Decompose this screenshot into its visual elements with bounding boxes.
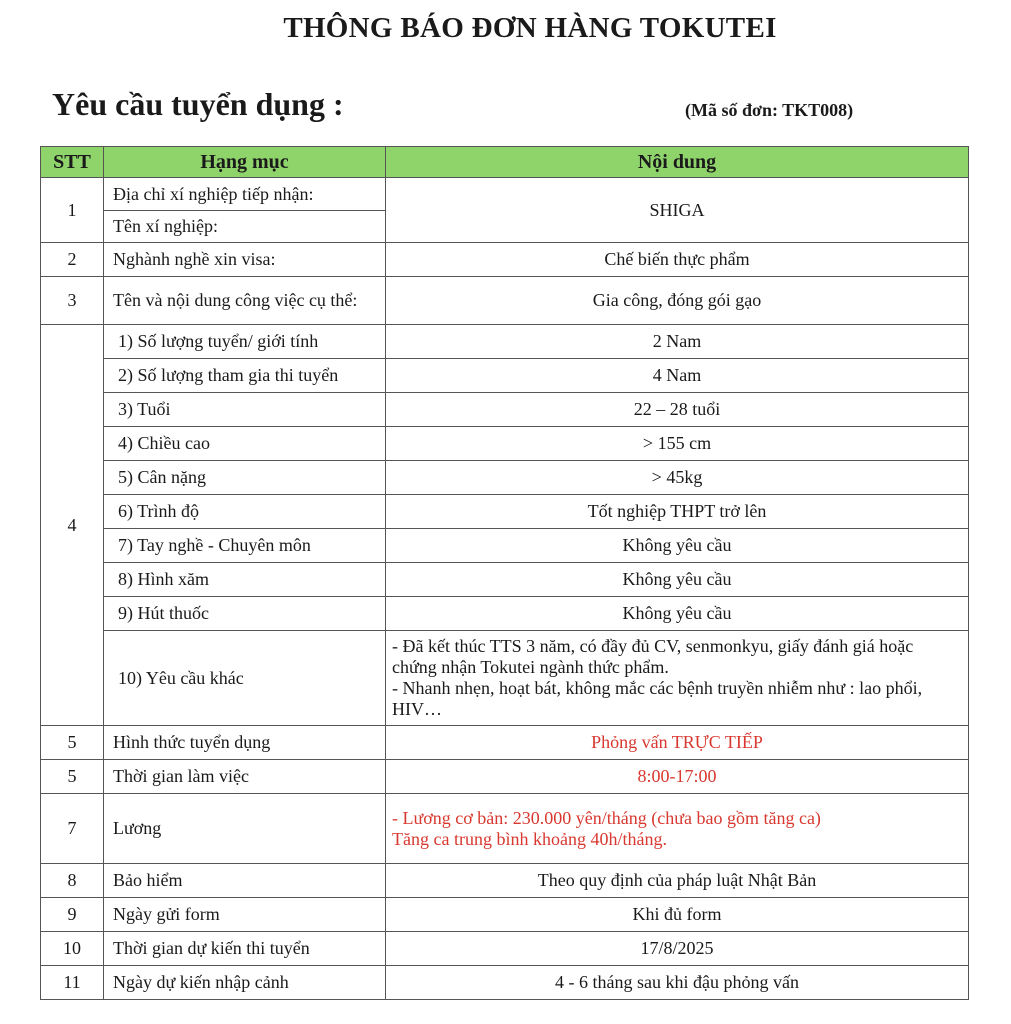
table-row — [41, 726, 969, 760]
row-item: Ngày gửi form — [104, 898, 386, 932]
table-row — [41, 277, 969, 325]
row-item: 6) Trình độ — [104, 495, 386, 529]
row-number: 9 — [41, 898, 104, 932]
section-heading: Yêu cầu tuyển dụng : — [52, 86, 344, 122]
content-line: - Nhanh nhẹn, hoạt bát, không mắc các bệnh truyền nhiễm như : lao phổi, HIV… — [392, 678, 923, 719]
table-row — [41, 461, 969, 495]
table-row — [41, 427, 969, 461]
row-item: 8) Hình xăm — [104, 563, 386, 597]
row-item: Tên xí nghiệp: — [104, 211, 386, 243]
row-item: Hình thức tuyển dụng — [104, 726, 386, 760]
row-item: 5) Cân nặng — [104, 461, 386, 495]
row-content: > 45kg — [386, 461, 969, 495]
row-content: Không yêu cầu — [386, 529, 969, 563]
row-content: 4 Nam — [386, 359, 969, 393]
row-number: 5 — [41, 760, 104, 794]
document-title: THÔNG BÁO ĐƠN HÀNG TOKUTEI — [283, 12, 777, 44]
order-code: (Mã số đơn: TKT008) — [685, 100, 854, 120]
table-row — [41, 563, 969, 597]
table-row — [41, 932, 969, 966]
row-content: Chế biến thực phẩm — [386, 243, 969, 277]
table-row — [41, 325, 969, 359]
row-item: Ngày dự kiến nhập cảnh — [104, 966, 386, 1000]
row-content: 17/8/2025 — [386, 932, 969, 966]
row-item: Lương — [104, 794, 386, 864]
table-row — [41, 178, 969, 211]
row-content: 8:00-17:00 — [386, 760, 969, 794]
row-item: Địa chỉ xí nghiệp tiếp nhận: — [104, 178, 386, 211]
row-content — [386, 794, 969, 864]
row-item: Thời gian làm việc — [104, 760, 386, 794]
header-content: Nội dung — [386, 147, 969, 178]
row-number: 1 — [41, 178, 104, 243]
row-item: 1) Số lượng tuyển/ giới tính — [104, 325, 386, 359]
row-item: Nghành nghề xin visa: — [104, 243, 386, 277]
table-header-row — [41, 147, 969, 178]
header-stt: STT — [41, 147, 104, 178]
table-row — [41, 794, 969, 864]
row-content: Tốt nghiệp THPT trở lên — [386, 495, 969, 529]
row-item: Thời gian dự kiến thi tuyển — [104, 932, 386, 966]
row-item: 4) Chiều cao — [104, 427, 386, 461]
table-row — [41, 760, 969, 794]
row-content: Gia công, đóng gói gạo — [386, 277, 969, 325]
row-number: 8 — [41, 864, 104, 898]
table-row — [41, 864, 969, 898]
row-content: SHIGA — [386, 178, 969, 243]
content-line: - Lương cơ bản: 230.000 yên/tháng (chưa bao gồm tăng ca) — [392, 807, 821, 828]
row-content: Theo quy định của pháp luật Nhật Bản — [386, 864, 969, 898]
row-content — [386, 631, 969, 726]
content-line: Tăng ca trung bình khoảng 40h/tháng. — [392, 828, 667, 849]
row-content: 4 - 6 tháng sau khi đậu phỏng vấn — [386, 966, 969, 1000]
table-row — [41, 631, 969, 726]
table-row — [41, 243, 969, 277]
row-item: Tên và nội dung công việc cụ thể: — [104, 277, 386, 325]
table-row — [41, 359, 969, 393]
row-item: 7) Tay nghề - Chuyên môn — [104, 529, 386, 563]
content-line: - Đã kết thúc TTS 3 năm, có đầy đủ CV, senmonkyu, giấy đánh giá hoặc chứng nhận Tokutei ngành thức phẩm. — [392, 636, 914, 677]
row-content: Không yêu cầu — [386, 597, 969, 631]
row-number: 5 — [41, 726, 104, 760]
requirements-table — [40, 146, 969, 1000]
row-number: 4 — [41, 325, 104, 726]
row-number: 11 — [41, 966, 104, 1000]
row-number: 7 — [41, 794, 104, 864]
row-item: 10) Yêu cầu khác — [104, 631, 386, 726]
table-row — [41, 393, 969, 427]
row-number: 3 — [41, 277, 104, 325]
table-row — [41, 495, 969, 529]
header-item: Hạng mục — [104, 147, 386, 178]
row-item: 2) Số lượng tham gia thi tuyển — [104, 359, 386, 393]
table-row — [41, 898, 969, 932]
row-item: 3) Tuổi — [104, 393, 386, 427]
row-item: Bảo hiểm — [104, 864, 386, 898]
row-content: Khi đủ form — [386, 898, 969, 932]
row-number: 2 — [41, 243, 104, 277]
row-content: > 155 cm — [386, 427, 969, 461]
row-content: 22 – 28 tuổi — [386, 393, 969, 427]
table-row — [41, 529, 969, 563]
row-content: Không yêu cầu — [386, 563, 969, 597]
row-item: 9) Hút thuốc — [104, 597, 386, 631]
row-content: Phỏng vấn TRỰC TIẾP — [386, 726, 969, 760]
row-number: 10 — [41, 932, 104, 966]
row-content: 2 Nam — [386, 325, 969, 359]
table-row — [41, 597, 969, 631]
table-row — [41, 966, 969, 1000]
